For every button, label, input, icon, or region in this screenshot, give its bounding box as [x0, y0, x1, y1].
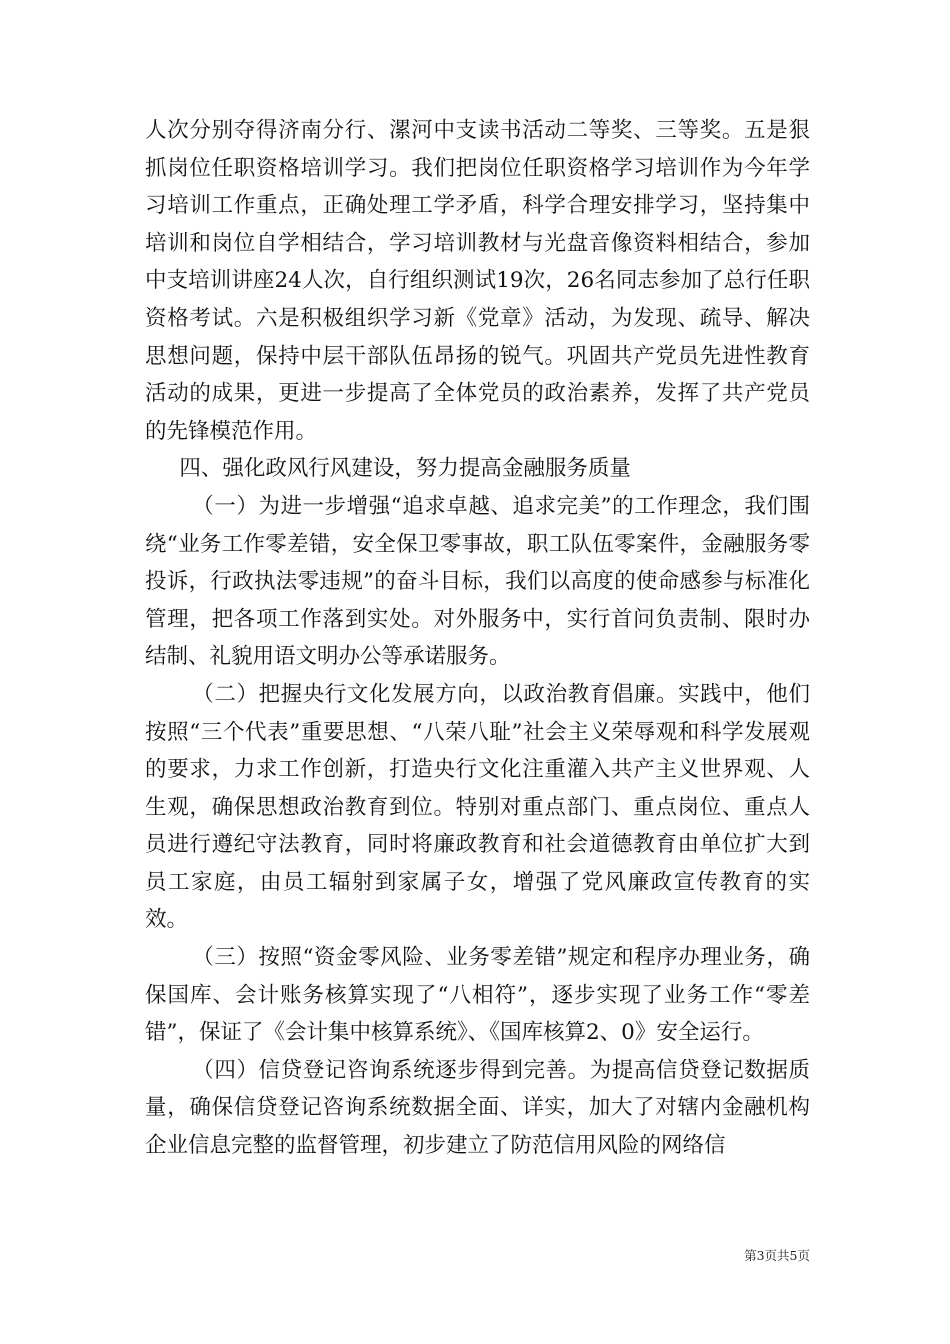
paragraph-item-2: （二）把握央行文化发展方向，以政治教育倡廉。实践中，他们按照“三个代表”重要思想、“八荣八耻”社会主义荣辱观和科学发展观的要求，力求工作创新，打造央行文化注重灌入共产主义世界观、人生观，确保思想政治教育到位。特别对重点部门、重点岗位、重点人员进行遵纪守法教育，同时将廉政教育和社会道德教育由单位扩大到员工家庭，由员工辐射到家属子女，增强了党风廉政宣传教育的实效。 [145, 681, 810, 933]
document-body [145, 112, 810, 1165]
section-heading: 四、强化政风行风建设，努力提高金融服务质量 [179, 456, 631, 482]
paragraph-item-4: （四）信贷登记咨询系统逐步得到完善。为提高信贷登记数据质量，确保信贷登记咨询系统数据全面、详实，加大了对辖内金融机构企业信息完整的监督管理，初步建立了防范信用风险的网络信 [145, 1057, 810, 1159]
paragraph-continuation: 人次分别夺得济南分行、漯河中支读书活动二等奖、三等奖。五是狠抓岗位任职资格培训学习。我们把岗位任职资格学习培训作为今年学习培训工作重点，正确处理工学矛盾，科学合理安排学习，坚持集中培训和岗位自学相结合，学习培训教材与光盘音像资料相结合，参加中支培训讲座24人次，自行组织测试19次，26名同志参加了总行任职资格考试。六是积极组织学习新《党章》活动，为发现、疏导、解决思想问题，保持中层干部队伍昂扬的锐气。巩固共产党员先进性教育活动的成果，更进一步提高了全体党员的政治素养，发挥了共产党员的先锋模范作用。 [145, 118, 810, 444]
page-number-footer: 第3页共5页 [744, 1248, 810, 1263]
paragraph-item-1: （一）为进一步增强“追求卓越、追求完美”的工作理念，我们围绕“业务工作零差错，安全保卫零事故，职工队伍零案件，金融服务零投诉，行政执法零违规”的奋斗目标，我们以高度的使命感参与标准化管理，把各项工作落到实处。对外服务中，实行首问负责制、限时办结制、礼貌用语文明办公等承诺服务。 [145, 493, 810, 670]
paragraph-item-3: （三）按照“资金零风险、业务零差错”规定和程序办理业务，确保国库、会计账务核算实现了“八相符”，逐步实现了业务工作“零差错”，保证了《会计集中核算系统》、《国库核算2、0》安全运行。 [145, 945, 810, 1046]
